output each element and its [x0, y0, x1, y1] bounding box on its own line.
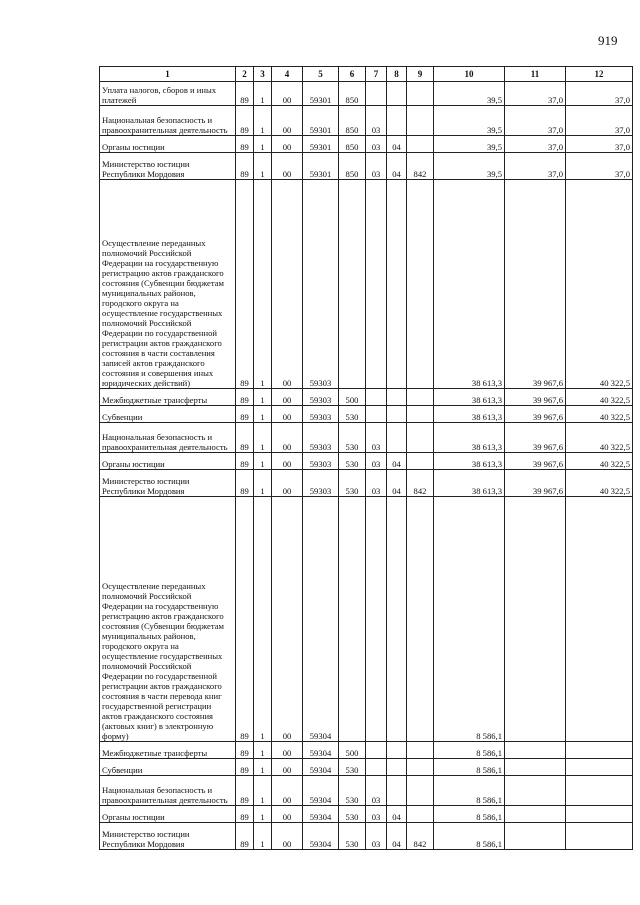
code-cell: 1	[254, 180, 272, 389]
code-cell	[339, 180, 366, 389]
code-cell: 89	[236, 759, 254, 776]
amount-cell: 8 586,1	[434, 806, 505, 823]
amount-cell: 8 586,1	[434, 759, 505, 776]
code-cell	[387, 106, 407, 136]
table-row	[100, 470, 633, 497]
row-name-cell: Осуществление переданных полномочий Российской Федерации на государственную регистрацию актов гражданского состояния (Субвенции бюджетам муниципальных районов, городского округа на осуществление государственных полномочий Российской Федерации по государственной регистрации актов гражданского состояния в части перевода книг государственной регистрации актов гражданского состояния (актовых книг) в электронную форму)	[100, 497, 236, 742]
row-name-cell: Субвенции	[100, 759, 236, 776]
amount-cell: 39,5	[434, 106, 505, 136]
code-cell: 04	[387, 453, 407, 470]
column-header: 6	[339, 67, 366, 82]
code-cell: 1	[254, 742, 272, 759]
amount-cell: 40 322,5	[566, 453, 633, 470]
amount-cell: 8 586,1	[434, 823, 505, 850]
amount-cell: 8 586,1	[434, 497, 505, 742]
code-cell: 530	[339, 453, 366, 470]
code-cell	[366, 406, 387, 423]
amount-cell: 37,0	[566, 136, 633, 153]
code-cell: 59301	[303, 82, 339, 106]
amount-cell: 37,0	[505, 153, 566, 180]
table-row	[100, 806, 633, 823]
amount-cell: 37,0	[505, 106, 566, 136]
code-cell: 00	[272, 823, 303, 850]
amount-cell	[505, 776, 566, 806]
column-header: 1	[100, 67, 236, 82]
code-cell: 89	[236, 423, 254, 453]
table-row	[100, 742, 633, 759]
amount-cell: 8 586,1	[434, 742, 505, 759]
code-cell: 1	[254, 153, 272, 180]
table-row	[100, 823, 633, 850]
code-cell: 1	[254, 776, 272, 806]
code-cell: 530	[339, 470, 366, 497]
row-name-cell: Национальная безопасность и правоохранительная деятельность	[100, 423, 236, 453]
code-cell: 89	[236, 389, 254, 406]
table-row	[100, 406, 633, 423]
column-header: 2	[236, 67, 254, 82]
code-cell	[387, 497, 407, 742]
row-name-cell: Осуществление переданных полномочий Российской Федерации на государственную регистрацию актов гражданского состояния (Субвенции бюджетам муниципальных районов, городского округа на осуществление государственных полномочий Российской Федерации по государственной регистрации актов гражданского состояния в части составления записей актов гражданского состояния и совершения иных юридических действий)	[100, 180, 236, 389]
code-cell: 59301	[303, 136, 339, 153]
code-cell: 59304	[303, 759, 339, 776]
code-cell: 842	[407, 470, 434, 497]
code-cell: 1	[254, 806, 272, 823]
table-row	[100, 776, 633, 806]
code-cell: 89	[236, 742, 254, 759]
amount-cell	[566, 497, 633, 742]
amount-cell: 38 613,3	[434, 406, 505, 423]
code-cell	[407, 136, 434, 153]
amount-cell: 39,5	[434, 136, 505, 153]
row-name-cell: Министерство юстиции Республики Мордовия	[100, 823, 236, 850]
amount-cell	[566, 759, 633, 776]
code-cell: 89	[236, 806, 254, 823]
row-name-cell: Министерство юстиции Республики Мордовия	[100, 153, 236, 180]
code-cell	[407, 742, 434, 759]
code-cell	[339, 497, 366, 742]
amount-cell: 39 967,6	[505, 423, 566, 453]
code-cell	[366, 180, 387, 389]
row-name-cell: Национальная безопасность и правоохранительная деятельность	[100, 776, 236, 806]
code-cell	[366, 742, 387, 759]
amount-cell: 40 322,5	[566, 406, 633, 423]
code-cell: 89	[236, 82, 254, 106]
code-cell: 00	[272, 742, 303, 759]
code-cell: 1	[254, 470, 272, 497]
code-cell: 1	[254, 106, 272, 136]
code-cell: 89	[236, 106, 254, 136]
code-cell: 00	[272, 106, 303, 136]
code-cell: 1	[254, 497, 272, 742]
amount-cell: 37,0	[566, 82, 633, 106]
code-cell: 89	[236, 497, 254, 742]
amount-cell	[505, 742, 566, 759]
amount-cell: 39 967,6	[505, 406, 566, 423]
code-cell: 89	[236, 823, 254, 850]
code-cell: 00	[272, 180, 303, 389]
row-name-cell: Министерство юстиции Республики Мордовия	[100, 470, 236, 497]
code-cell	[387, 82, 407, 106]
code-cell	[387, 759, 407, 776]
code-cell: 03	[366, 153, 387, 180]
code-cell	[407, 453, 434, 470]
code-cell: 59304	[303, 742, 339, 759]
row-name-cell: Органы юстиции	[100, 453, 236, 470]
amount-cell: 37,0	[566, 153, 633, 180]
code-cell: 03	[366, 806, 387, 823]
code-cell: 00	[272, 423, 303, 453]
code-cell	[407, 806, 434, 823]
code-cell: 03	[366, 453, 387, 470]
code-cell: 500	[339, 389, 366, 406]
code-cell: 89	[236, 470, 254, 497]
code-cell: 850	[339, 136, 366, 153]
code-cell: 03	[366, 776, 387, 806]
table-row	[100, 180, 633, 389]
amount-cell	[505, 759, 566, 776]
code-cell: 89	[236, 153, 254, 180]
code-cell	[366, 82, 387, 106]
code-cell: 00	[272, 136, 303, 153]
amount-cell: 39,5	[434, 82, 505, 106]
code-cell: 03	[366, 823, 387, 850]
code-cell	[387, 776, 407, 806]
column-header: 7	[366, 67, 387, 82]
code-cell: 89	[236, 453, 254, 470]
code-cell: 59301	[303, 153, 339, 180]
column-header: 11	[505, 67, 566, 82]
amount-cell	[566, 742, 633, 759]
column-header: 8	[387, 67, 407, 82]
code-cell: 59303	[303, 180, 339, 389]
code-cell: 1	[254, 82, 272, 106]
code-cell: 530	[339, 806, 366, 823]
column-header: 3	[254, 67, 272, 82]
code-cell	[407, 406, 434, 423]
code-cell: 1	[254, 453, 272, 470]
code-cell: 1	[254, 389, 272, 406]
code-cell: 850	[339, 153, 366, 180]
code-cell: 00	[272, 497, 303, 742]
code-cell: 1	[254, 136, 272, 153]
code-cell: 59303	[303, 389, 339, 406]
code-cell: 00	[272, 82, 303, 106]
table-row	[100, 389, 633, 406]
code-cell: 1	[254, 823, 272, 850]
row-name-cell: Уплата налогов, сборов и иных платежей	[100, 82, 236, 106]
code-cell: 04	[387, 823, 407, 850]
column-header: 4	[272, 67, 303, 82]
table-row	[100, 106, 633, 136]
code-cell: 1	[254, 759, 272, 776]
amount-cell: 38 613,3	[434, 423, 505, 453]
code-cell	[366, 497, 387, 742]
table-row	[100, 423, 633, 453]
amount-cell: 39 967,6	[505, 389, 566, 406]
amount-cell: 40 322,5	[566, 423, 633, 453]
code-cell	[407, 423, 434, 453]
code-cell: 59301	[303, 106, 339, 136]
table-row	[100, 153, 633, 180]
code-cell: 03	[366, 106, 387, 136]
code-cell: 00	[272, 759, 303, 776]
amount-cell	[566, 823, 633, 850]
amount-cell: 39,5	[434, 153, 505, 180]
code-cell: 04	[387, 806, 407, 823]
code-cell	[366, 389, 387, 406]
code-cell	[366, 759, 387, 776]
amount-cell	[505, 823, 566, 850]
code-cell: 1	[254, 406, 272, 423]
amount-cell	[566, 776, 633, 806]
code-cell: 530	[339, 823, 366, 850]
code-cell: 89	[236, 136, 254, 153]
code-cell: 00	[272, 153, 303, 180]
amount-cell: 37,0	[505, 136, 566, 153]
amount-cell: 38 613,3	[434, 180, 505, 389]
code-cell: 59304	[303, 497, 339, 742]
code-cell: 530	[339, 406, 366, 423]
code-cell: 00	[272, 389, 303, 406]
code-cell	[387, 389, 407, 406]
code-cell: 00	[272, 776, 303, 806]
amount-cell: 40 322,5	[566, 180, 633, 389]
code-cell	[407, 776, 434, 806]
code-cell: 89	[236, 406, 254, 423]
amount-cell: 40 322,5	[566, 389, 633, 406]
code-cell: 59304	[303, 806, 339, 823]
code-cell: 842	[407, 823, 434, 850]
code-cell: 89	[236, 180, 254, 389]
table-row	[100, 82, 633, 106]
table-row	[100, 759, 633, 776]
amount-cell: 39 967,6	[505, 453, 566, 470]
row-name-cell: Межбюджетные трансферты	[100, 389, 236, 406]
code-cell: 59303	[303, 423, 339, 453]
code-cell	[407, 389, 434, 406]
code-cell: 89	[236, 776, 254, 806]
row-name-cell: Межбюджетные трансферты	[100, 742, 236, 759]
column-header: 10	[434, 67, 505, 82]
code-cell	[387, 180, 407, 389]
code-cell: 04	[387, 153, 407, 180]
code-cell	[407, 497, 434, 742]
code-cell: 04	[387, 136, 407, 153]
amount-cell	[505, 497, 566, 742]
code-cell	[407, 106, 434, 136]
table-body	[100, 82, 633, 850]
code-cell: 530	[339, 776, 366, 806]
code-cell: 03	[366, 423, 387, 453]
amount-cell	[505, 806, 566, 823]
amount-cell: 38 613,3	[434, 453, 505, 470]
amount-cell: 39 967,6	[505, 470, 566, 497]
row-name-cell: Субвенции	[100, 406, 236, 423]
code-cell: 59304	[303, 776, 339, 806]
amount-cell: 38 613,3	[434, 389, 505, 406]
code-cell: 59303	[303, 470, 339, 497]
code-cell	[387, 742, 407, 759]
code-cell: 04	[387, 470, 407, 497]
amount-cell: 38 613,3	[434, 470, 505, 497]
budget-table	[99, 66, 633, 850]
code-cell: 1	[254, 423, 272, 453]
code-cell: 00	[272, 406, 303, 423]
amount-cell: 40 322,5	[566, 470, 633, 497]
row-name-cell: Национальная безопасность и правоохранительная деятельность	[100, 106, 236, 136]
code-cell	[407, 82, 434, 106]
code-cell	[387, 406, 407, 423]
column-header: 12	[566, 67, 633, 82]
code-cell	[407, 180, 434, 389]
code-cell: 00	[272, 806, 303, 823]
column-header: 9	[407, 67, 434, 82]
table-row	[100, 497, 633, 742]
code-cell: 850	[339, 106, 366, 136]
code-cell	[387, 423, 407, 453]
amount-cell: 37,0	[505, 82, 566, 106]
code-cell: 59303	[303, 406, 339, 423]
amount-cell: 8 586,1	[434, 776, 505, 806]
code-cell: 530	[339, 423, 366, 453]
row-name-cell: Органы юстиции	[100, 806, 236, 823]
code-cell: 850	[339, 82, 366, 106]
table-row	[100, 136, 633, 153]
code-cell: 00	[272, 453, 303, 470]
amount-cell	[566, 806, 633, 823]
code-cell: 03	[366, 470, 387, 497]
code-cell: 500	[339, 742, 366, 759]
table-row	[100, 453, 633, 470]
amount-cell: 37,0	[566, 106, 633, 136]
code-cell: 00	[272, 470, 303, 497]
code-cell: 530	[339, 759, 366, 776]
page-number: 919	[598, 33, 618, 48]
code-cell	[407, 759, 434, 776]
code-cell: 842	[407, 153, 434, 180]
code-cell: 03	[366, 136, 387, 153]
amount-cell: 39 967,6	[505, 180, 566, 389]
code-cell: 59304	[303, 823, 339, 850]
row-name-cell: Органы юстиции	[100, 136, 236, 153]
table-header-row	[100, 67, 633, 82]
code-cell: 59303	[303, 453, 339, 470]
column-header: 5	[303, 67, 339, 82]
